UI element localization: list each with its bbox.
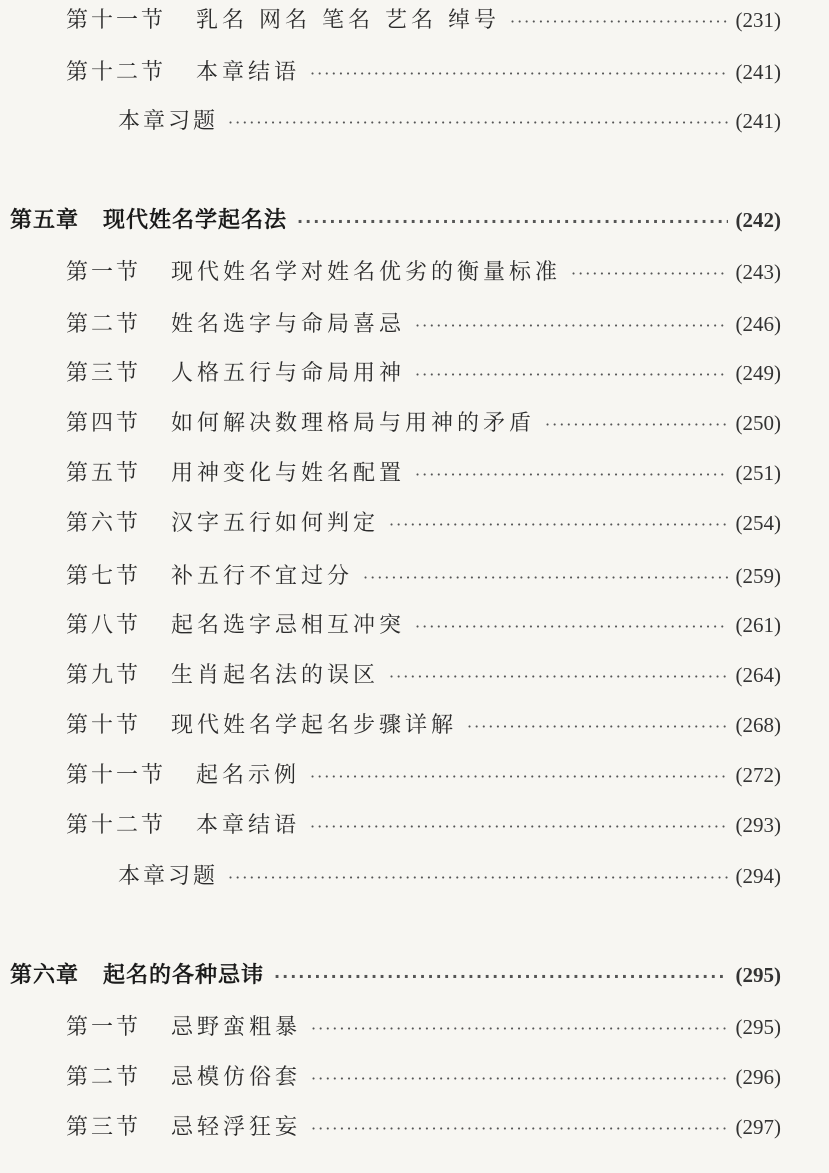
entry-page-number: (250): [735, 411, 781, 435]
entry-title: 生肖起名法的误区: [171, 663, 380, 688]
entry-label: 第二节: [66, 1065, 142, 1090]
toc-entry-section-6[interactable]: [66, 508, 781, 538]
entry-title: 起名示例: [196, 763, 301, 788]
entry-label: 第三节: [66, 361, 142, 386]
entry-label: 第十一节: [66, 8, 167, 33]
entry-page-number: (294): [735, 864, 781, 888]
toc-entry-section-5[interactable]: [66, 458, 781, 488]
entry-title: 现代姓名学对姓名优劣的衡量标准: [171, 260, 562, 285]
dot-leader: [311, 1014, 727, 1044]
entry-page-number: (264): [735, 663, 781, 687]
entry-page-number: (242): [735, 208, 781, 232]
entry-label: 第六节: [66, 511, 142, 536]
entry-title: 本章结语: [196, 60, 301, 85]
toc-entry-section-10[interactable]: [66, 710, 781, 740]
chapter-label: 第六章: [10, 963, 80, 988]
toc-entry-exercises[interactable]: [118, 106, 781, 136]
dot-leader: [297, 207, 727, 237]
entry-title: 忌轻浮狂妄: [171, 1115, 302, 1140]
entry-title: 本章结语: [196, 813, 301, 838]
toc-entry-section-2[interactable]: [66, 309, 781, 339]
entry-label: 第五节: [66, 461, 142, 486]
dot-leader: [311, 1064, 727, 1094]
entry-page-number: (254): [735, 511, 781, 535]
entry-page-number: (241): [735, 109, 781, 133]
entry-label: 第七节: [66, 564, 142, 589]
entry-page-number: (241): [735, 60, 781, 84]
dot-leader: [389, 510, 727, 540]
toc-entry-section-9[interactable]: [66, 660, 781, 690]
entry-page-number: (295): [735, 963, 781, 987]
entry-title: 现代姓名学起名步骤详解: [171, 713, 458, 738]
entry-label: 第十一节: [66, 763, 167, 788]
toc-entry-section-1[interactable]: [66, 257, 781, 287]
dot-leader: [228, 108, 727, 138]
toc-entry-chapter-5[interactable]: [10, 205, 781, 235]
entry-title: 忌野蛮粗暴: [171, 1015, 302, 1040]
entry-title: 忌模仿俗套: [171, 1065, 302, 1090]
dot-leader: [274, 962, 727, 992]
toc-entry-ch6-section-1[interactable]: [66, 1012, 781, 1042]
entry-page-number: (293): [735, 813, 781, 837]
dot-leader: [389, 662, 727, 692]
toc-entry-ch6-section-2[interactable]: [66, 1062, 781, 1092]
dot-leader: [571, 259, 727, 289]
entry-label: 本章习题: [118, 864, 219, 889]
dot-leader: [311, 1114, 727, 1144]
toc-entry-section-3[interactable]: [66, 358, 781, 388]
dot-leader: [545, 410, 727, 440]
dot-leader: [467, 712, 727, 742]
toc-entry-section-11[interactable]: [66, 5, 781, 35]
entry-page-number: (249): [735, 361, 781, 385]
entry-title: 汉字五行如何判定: [171, 511, 380, 536]
entry-label: 第十节: [66, 713, 142, 738]
entry-title: 如何解决数理格局与用神的矛盾: [171, 411, 536, 436]
chapter-label: 第五章: [10, 208, 80, 233]
entry-page-number: (246): [735, 312, 781, 336]
dot-leader: [363, 563, 727, 593]
toc-entry-section-11b[interactable]: [66, 760, 781, 790]
toc-entry-section-12b[interactable]: [66, 810, 781, 840]
entry-title: 起名选字忌相互冲突: [171, 613, 406, 638]
toc-entry-chapter-6[interactable]: [10, 960, 781, 990]
dot-leader: [228, 863, 727, 893]
entry-page-number: (243): [735, 260, 781, 284]
entry-page-number: (295): [735, 1015, 781, 1039]
entry-page-number: (296): [735, 1065, 781, 1089]
dot-leader: [510, 7, 728, 37]
dot-leader: [310, 812, 727, 842]
entry-title: 姓名选字与命局喜忌: [171, 312, 406, 337]
entry-title: 乳名 网名 笔名 艺名 绰号: [196, 8, 500, 33]
chapter-title: 现代姓名学起名法: [103, 208, 288, 233]
toc-entry-section-8[interactable]: [66, 610, 781, 640]
entry-page-number: (272): [735, 763, 781, 787]
dot-leader: [415, 612, 727, 642]
toc-entry-exercises-b[interactable]: [118, 861, 781, 891]
entry-label: 第九节: [66, 663, 142, 688]
dot-leader: [415, 460, 727, 490]
entry-label: 本章习题: [118, 109, 219, 134]
dot-leader: [415, 311, 727, 341]
toc-entry-section-7[interactable]: [66, 561, 781, 591]
dot-leader: [310, 59, 727, 89]
entry-label: 第一节: [66, 260, 142, 285]
toc-entry-section-4[interactable]: [66, 408, 781, 438]
toc-entry-ch6-section-3[interactable]: [66, 1112, 781, 1142]
dot-leader: [415, 360, 727, 390]
entry-title: 用神变化与姓名配置: [171, 461, 406, 486]
entry-page-number: (297): [735, 1115, 781, 1139]
dot-leader: [310, 762, 727, 792]
entry-page-number: (261): [735, 613, 781, 637]
entry-label: 第八节: [66, 613, 142, 638]
entry-page-number: (251): [735, 461, 781, 485]
entry-label: 第四节: [66, 411, 142, 436]
entry-label: 第二节: [66, 312, 142, 337]
chapter-title: 起名的各种忌讳: [103, 963, 265, 988]
entry-title: 补五行不宜过分: [171, 564, 354, 589]
entry-title: 人格五行与命局用神: [171, 361, 406, 386]
entry-label: 第一节: [66, 1015, 142, 1040]
entry-label: 第十二节: [66, 813, 167, 838]
entry-page-number: (268): [735, 713, 781, 737]
entry-label: 第十二节: [66, 60, 167, 85]
toc-entry-section-12[interactable]: [66, 57, 781, 87]
entry-page-number: (259): [735, 564, 781, 588]
entry-label: 第三节: [66, 1115, 142, 1140]
entry-page-number: (231): [735, 8, 781, 32]
